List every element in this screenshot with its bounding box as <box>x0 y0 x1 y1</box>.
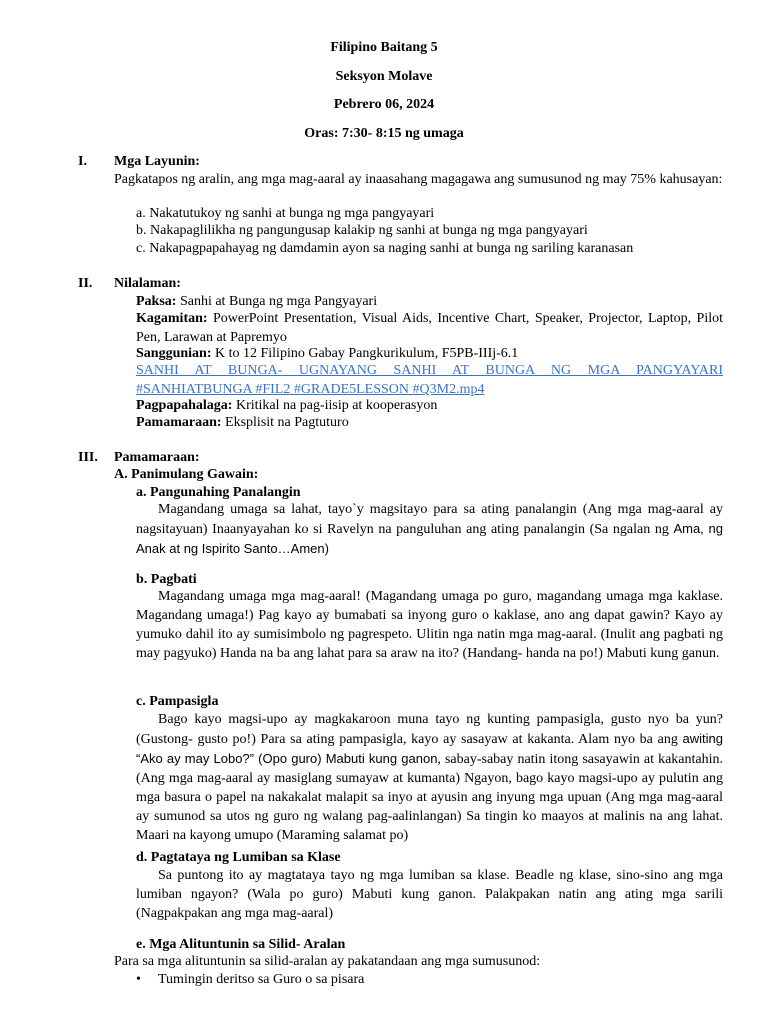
video-link[interactable]: SANHI AT BUNGA- UGNAYANG SANHI AT BUNGA NG MGA PANGYAYARI #SANHIATBUNGA #FIL2 #GRADE5LESSON #Q3M2.mp4 <box>136 363 723 397</box>
header-date: Pebrero 06, 2024 <box>333 97 435 112</box>
objective-a: a. Nakatutukoy ng sanhi at bunga ng mga pangyayari <box>136 206 435 221</box>
objective-b: b. Nakapaglilikha ng pangungusap kalakip ng sanhi at bunga ng mga pangyayari <box>136 223 588 238</box>
item-d-title: d. Pagtataya ng Lumiban sa Klase <box>136 850 341 865</box>
item-a-text-closing: Ama, ng Anak at ng Ispirito Santo…Amen) <box>136 521 723 556</box>
kagamitan-line <box>136 309 723 347</box>
pamamaraan-line <box>136 413 723 432</box>
item-e-title: e. Mga Alituntunin sa Silid- Aralan <box>136 937 346 952</box>
item-c-title: c. Pampasigla <box>136 694 219 709</box>
pagpapahalaga-value: Kritikal na pag-iisip at kooperasyon <box>232 398 438 413</box>
item-c-text <box>136 710 723 845</box>
pamamaraan-value: Eksplisit na Pagtuturo <box>221 415 349 430</box>
section-3-title: Pamamaraan: <box>114 450 200 465</box>
item-a-text <box>136 500 723 559</box>
rule-item-1: Tumingin deritso sa Guro o sa pisara <box>158 972 365 987</box>
header-section: Seksyon Molave <box>335 69 433 84</box>
pagpapahalaga-label: Pagpapahalaga: <box>136 398 233 413</box>
subsection-a-title: A. Panimulang Gawain: <box>114 467 259 482</box>
item-a-title: a. Pangunahing Panalangin <box>136 485 301 500</box>
item-c-text-2: , sabay-sabay natin itong sasayawin at kakantahin. (Ang mga mag-aaral ay masiglang sumayaw at kumanta) Ngayon, bago kayo magsi-upo ay pulutin ang mga basura o papel na nakakalat malapit sa inyo at ayusin ang inyung mga upuan (Ang mga mag-aaral ay sumunod sa utos ng guro ng walang pag-aalinlangan) Sa tingin ko maayos at malinis na ang lahat. Maari na kayong umupo (Maraming salamat po) <box>136 752 723 843</box>
item-c-text-song: awiting “Ako ay may Lobo?” (Opo guro) Mabuti kung ganon <box>136 731 723 766</box>
pamamaraan-label: Pamamaraan: <box>136 415 222 430</box>
section-1-intro: Pagkatapos ng aralin, ang mga mag-aaral ay inaasahang magagawa ang sumusunod ng may 75% kahusayan: <box>114 172 723 187</box>
objective-c: c. Nakapagpapahayag ng damdamin ayon sa naging sanhi at bunga ng sariling karanasan <box>136 241 634 256</box>
item-b-text: Magandang umaga mga mag-aaral! (Magandang umaga po guro, magandang umaga mga kaklase. Magandang umaga!) Pag kayo ay bumabati sa inyong guro o kaklase, ano ang dapat gawin? Kayo ay yumuko dahil ito ay sumisimbolo ng pagrespeto. Ulitin nga natin mga mag-aaral. (Inulit ang pagbati ng may pagyuko) Handa na ba ang lahat para sa araw na ito? (Handang- handa na po!) Mabuti kung ganun. <box>136 589 723 661</box>
paksa-value: Sanhi at Bunga ng mga Pangyayari <box>176 294 378 309</box>
item-a-text-main: Magandang umaga sa lahat, tayo`y magsitayo para sa ating panalangin (Ang mga mag-aaral ay nagsitayuan) Inaanyayahan ko si Ravelyn na panguluhan ang ating panalangin (Sa ngalan ng <box>136 502 723 537</box>
sanggunian-value: K to 12 Filipino Gabay Pangkurikulum, F5PB-IIIj-6.1 <box>211 346 519 361</box>
item-d-text: Sa puntong ito ay magtataya tayo ng mga lumiban sa klase. Beadle ng klase, sino-sino ang mga lumiban ngayon? (Wala po guro) Mabuti kung ganon. Palakpakan natin ang ating mga sarili (Nagpakpakan ang mga mag-aaral) <box>136 868 723 921</box>
video-link-line <box>136 361 723 399</box>
item-e-intro: Para sa mga alituntunin sa silid-aralan ay pakatandaan ang mga sumusunod: <box>114 954 541 969</box>
section-2-title: Nilalaman: <box>114 276 181 291</box>
header-time: Oras: 7:30- 8:15 ng umaga <box>304 126 464 141</box>
paksa-label: Paksa: <box>136 294 177 309</box>
kagamitan-label: Kagamitan: <box>136 311 208 326</box>
kagamitan-value: PowerPoint Presentation, Visual Aids, Incentive Chart, Speaker, Projector, Laptop, Pilot Pen, Larawan at Papremyo <box>136 311 723 345</box>
bullet-marker: • <box>136 972 141 987</box>
section-3-number: III. <box>78 450 98 465</box>
sanggunian-label: Sanggunian: <box>136 346 212 361</box>
item-c-text-1: Bago kayo magsi-upo ay magkakaroon muna tayo ng kunting pampasigla, gusto nyo ba yun? (Gustong- gusto po!) Para sa ating pampasigla, kayo ay sasayaw at kakanta. Alam nyo ba ang <box>136 712 723 747</box>
item-b-title: b. Pagbati <box>136 572 197 587</box>
section-2-number: II. <box>78 276 93 291</box>
section-1-title: Mga Layunin: <box>114 154 200 169</box>
header-subject: Filipino Baitang 5 <box>330 40 438 55</box>
section-1-number: I. <box>78 154 87 169</box>
